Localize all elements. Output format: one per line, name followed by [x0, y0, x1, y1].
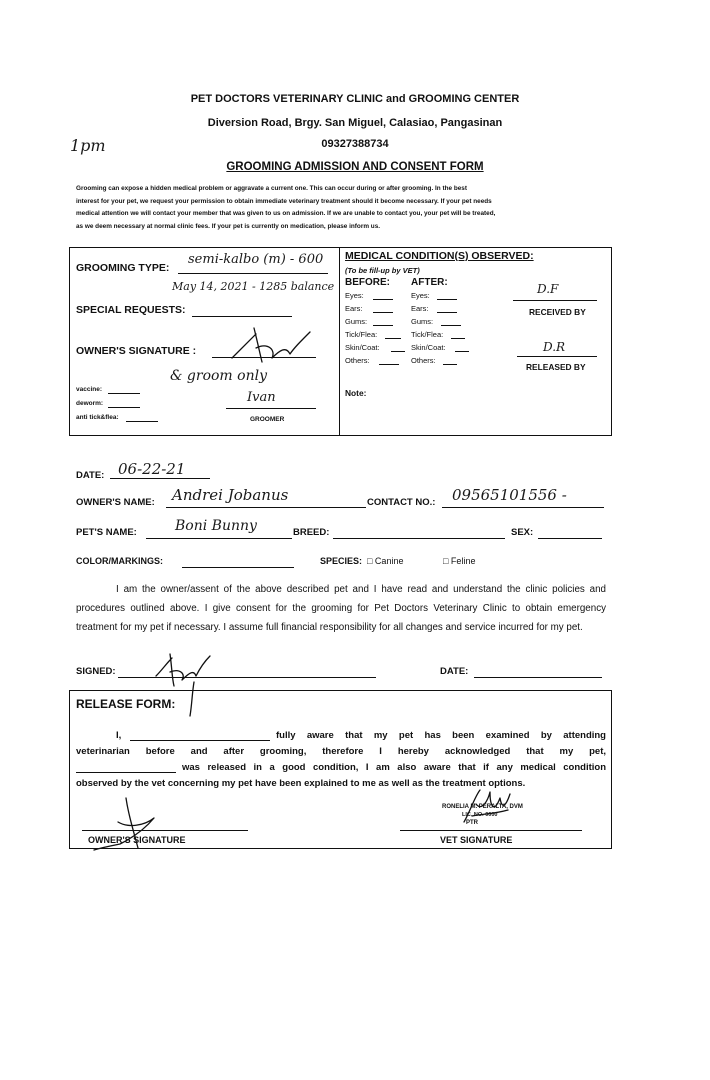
medical-title: MEDICAL CONDITION(S) OBSERVED: — [345, 250, 534, 262]
released-by-field[interactable] — [517, 346, 597, 357]
released-by-label: RELEASED BY — [526, 362, 586, 372]
margin-note: 1pm — [70, 136, 106, 155]
special-requests-field[interactable] — [192, 302, 292, 317]
color-markings-field[interactable] — [182, 553, 294, 568]
vet-signature-label: VET SIGNATURE — [440, 835, 513, 845]
deworm-field[interactable] — [108, 399, 140, 408]
breed-field[interactable] — [333, 524, 505, 539]
vet-stamp-line1: RONELIA M. PERALTA, DVM — [442, 804, 523, 810]
owner-signature-handwritten — [214, 320, 314, 368]
grooming-note: May 14, 2021 - 1285 balance — [172, 280, 335, 293]
grooming-type-value: semi-kalbo (m) - 600 — [188, 252, 324, 267]
grooming-type-label: GROOMING TYPE: — [76, 262, 170, 274]
species-canine-option[interactable]: □ Canine — [367, 556, 404, 566]
intro-line: interest for your pet, we request your permission to obtain immediate veterinary treatment should it become necessary. If your pet needs — [76, 197, 492, 205]
after-label: AFTER: — [411, 277, 448, 288]
release-owner-name-field[interactable] — [130, 728, 270, 741]
contact-label: CONTACT NO.: — [367, 497, 436, 508]
date-label: DATE: — [76, 470, 105, 481]
special-requests-label: SPECIAL REQUESTS: — [76, 304, 186, 316]
species-feline-option[interactable]: □ Feline — [443, 556, 476, 566]
clinic-phone: 09327388734 — [321, 138, 389, 150]
vaccine-field[interactable] — [108, 385, 140, 394]
received-by-field[interactable] — [513, 290, 597, 301]
pet-name-label: PET'S NAME: — [76, 527, 137, 538]
release-pet-name-field[interactable] — [76, 760, 176, 773]
admission-box — [69, 247, 612, 436]
anti-tick-label: anti tick&flea: — [76, 414, 119, 421]
vet-signature-field[interactable] — [400, 818, 582, 831]
groomer-field[interactable] — [226, 396, 316, 409]
deworm-label: deworm: — [76, 400, 104, 407]
sex-label: SEX: — [511, 527, 534, 538]
consent-date-field[interactable] — [474, 663, 602, 678]
owner-release-signature-field[interactable] — [82, 818, 248, 831]
received-by-label: RECEIVED BY — [529, 307, 586, 317]
extra-note: & groom only — [170, 368, 267, 384]
date-value: 06-22-21 — [118, 460, 186, 478]
vet-stamp-line2: LIC. NO. 0000 — [462, 812, 498, 818]
intro-line: medical attention we will contact your member that was given to us on admission. If we are unable to contact you, your pet will be treated, — [76, 210, 496, 217]
medical-subtitle: (To be fill-up by VET) — [345, 266, 420, 275]
owner-name-value: Andrei Jobanus — [172, 486, 289, 504]
color-markings-label: COLOR/MARKINGS: — [76, 556, 163, 566]
clinic-address: Diversion Road, Brgy. San Miguel, Calasiao, Pangasinan — [207, 117, 503, 129]
pet-name-value: Boni Bunny — [175, 518, 257, 534]
owner-signature-label: OWNER'S SIGNATURE : — [76, 345, 197, 357]
intro-line: Grooming can expose a hidden medical problem or aggravate a current one. This can occur during or after grooming. In the best — [76, 185, 467, 192]
breed-label: BREED: — [293, 527, 330, 538]
note-label: Note: — [345, 388, 367, 398]
form-title: GROOMING ADMISSION AND CONSENT FORM — [226, 161, 484, 173]
consent-text: I am the owner/assent of the above described pet and I have read and understand the clinic policies and procedures outlined above. I give consent for the grooming for Pet Doctors Veterinary Clinic to obtain emergency treatment for my pet if necessary. I assume full financial responsibility for all changes and service incurred for my pet. — [76, 584, 606, 633]
owner-name-label: OWNER'S NAME: — [76, 497, 155, 508]
vet-stamp-line3: PTR — [466, 820, 478, 826]
signed-label: SIGNED: — [76, 666, 116, 677]
clinic-name: PET DOCTORS VETERINARY CLINIC and GROOMING CENTER — [190, 93, 520, 105]
groomer-name: Ivan — [247, 390, 276, 405]
intro-text — [76, 183, 608, 233]
before-label: BEFORE: — [345, 277, 390, 288]
anti-tick-field[interactable] — [126, 413, 158, 422]
owner-signature-bottom-label: OWNER'S SIGNATURE — [88, 835, 186, 845]
box-divider — [339, 247, 340, 436]
intro-line: as we deem necessary at normal clinic fees. If your pet is currently on medication, please inform us. — [76, 222, 381, 230]
released-initials: D.R — [543, 340, 566, 354]
consent-date-label: DATE: — [440, 666, 469, 677]
received-initials: D.F — [537, 282, 559, 296]
species-label: SPECIES: — [320, 556, 363, 566]
release-title: RELEASE FORM: — [76, 697, 176, 711]
release-text: I, fully aware that my pet has been examined by attending veterinarian before and after grooming, therefore I hereby acknowledged that my pet, was released in a good condition, I am also aware that if any medical condition observed by the vet concerning my pet have been explained to me as well as the treatment options. — [76, 730, 606, 789]
contact-value: 09565101556 - — [452, 486, 567, 504]
groomer-label: GROOMER — [250, 416, 285, 423]
sex-field[interactable] — [538, 524, 602, 539]
vaccine-label: vaccine: — [76, 386, 103, 393]
